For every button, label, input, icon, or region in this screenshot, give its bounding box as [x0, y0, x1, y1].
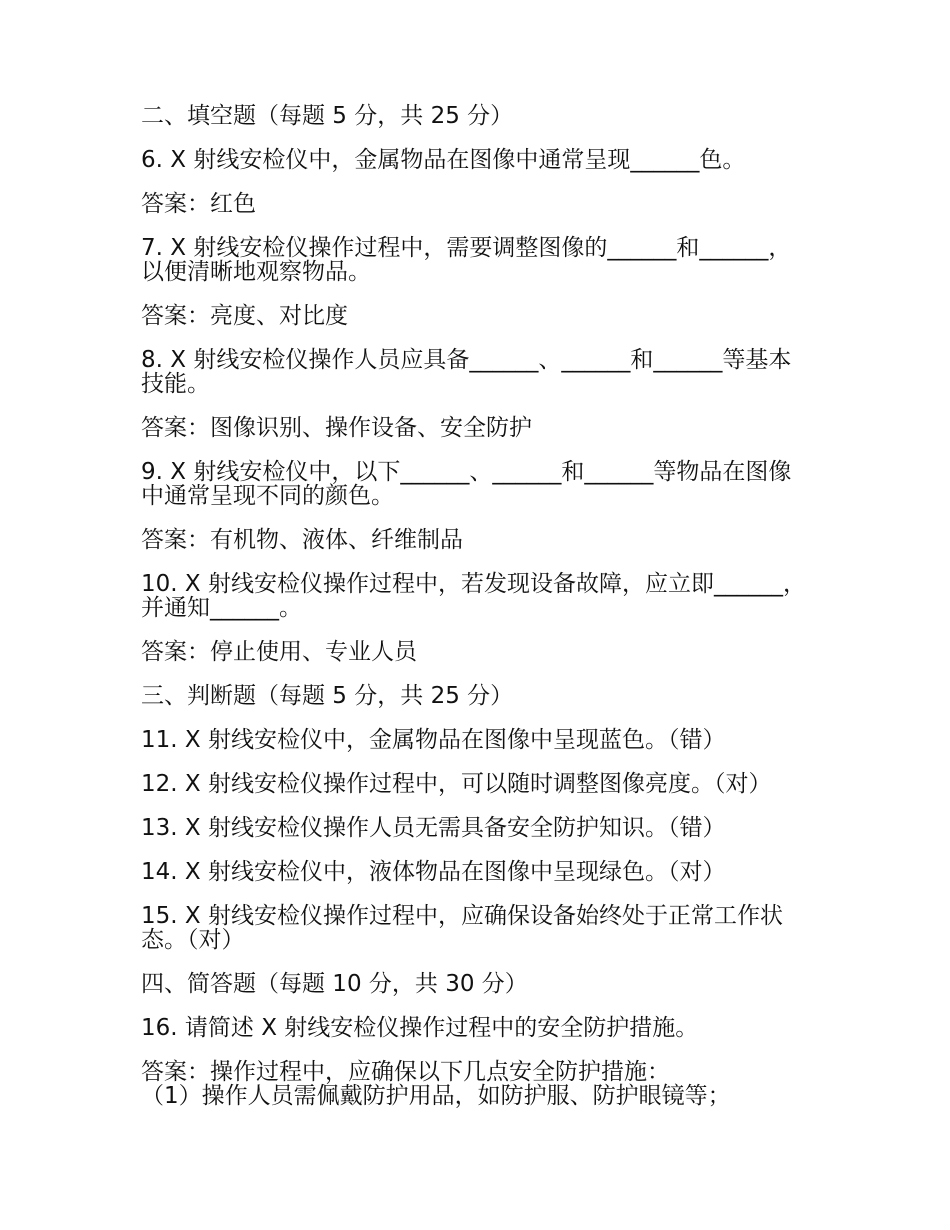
answer-8: 答案：图像识别、操作设备、安全防护	[141, 415, 532, 441]
question-8: 8. X 射线安检仪操作人员应具备______、______和______等基本技能。	[141, 347, 792, 397]
answer-7: 答案：亮度、对比度	[141, 303, 348, 329]
question-10: 10. X 射线安检仪操作过程中，若发现设备故障，应立即______，并通知______。	[141, 571, 806, 621]
section-heading-true-false: 三、判断题（每题 5 分，共 25 分）	[141, 683, 514, 709]
question-16: 16. 请简述 X 射线安检仪操作过程中的安全防护措施。	[141, 1015, 699, 1041]
section-heading-fill-in: 二、填空题（每题 5 分，共 25 分）	[141, 103, 514, 129]
question-7: 7. X 射线安检仪操作过程中，需要调整图像的______和______，以便清晰地观察物品。	[141, 235, 792, 285]
answer-16-intro: 答案：操作过程中，应确保以下几点安全防护措施：	[141, 1059, 670, 1085]
question-6: 6. X 射线安检仪中，金属物品在图像中通常呈现______色。	[141, 147, 746, 173]
answer-9: 答案：有机物、液体、纤维制品	[141, 527, 463, 553]
question-12: 12. X 射线安检仪操作过程中，可以随时调整图像亮度。（对）	[141, 771, 772, 797]
document-body	[141, 104, 811, 1128]
answer-16-point-1: （1）操作人员需佩戴防护用品，如防护服、防护眼镜等；	[141, 1083, 731, 1109]
question-9: 9. X 射线安检仪中，以下______、______和______等物品在图像中通常呈现不同的颜色。	[141, 459, 792, 509]
question-13: 13. X 射线安检仪操作人员无需具备安全防护知识。（错）	[141, 815, 726, 841]
answer-6: 答案：红色	[141, 191, 256, 217]
section-heading-short-answer: 四、简答题（每题 10 分，共 30 分）	[141, 971, 528, 997]
question-11: 11. X 射线安检仪中，金属物品在图像中呈现蓝色。（错）	[141, 727, 726, 753]
question-14: 14. X 射线安检仪中，液体物品在图像中呈现绿色。（对）	[141, 859, 726, 885]
answer-10: 答案：停止使用、专业人员	[141, 639, 417, 665]
question-15: 15. X 射线安检仪操作过程中，应确保设备始终处于正常工作状态。（对）	[141, 903, 783, 953]
